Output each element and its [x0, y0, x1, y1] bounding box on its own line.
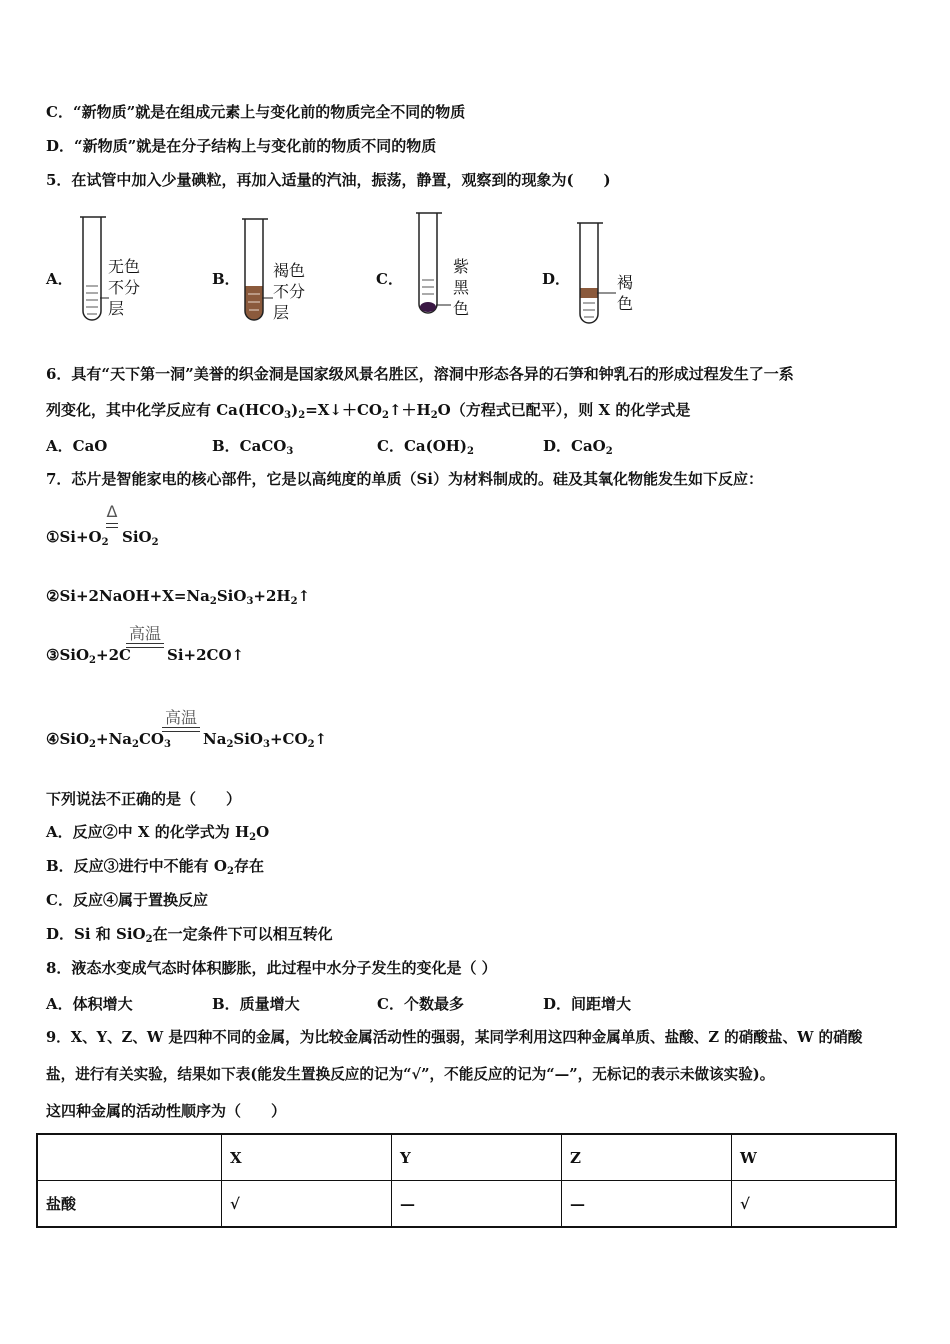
table-cell-x: √	[222, 1181, 392, 1228]
q7-option-d: D．Si 和 SiO$_2$在一定条件下可以相互转化	[46, 925, 333, 945]
q8-stem: 8．液态水变成气态时体积膨胀，此过程中水分子发生的变化是（ ）	[46, 959, 497, 977]
reaction-3-equals	[126, 643, 164, 648]
table-header-y: Y	[392, 1134, 562, 1181]
q5-a-label-line1: 无色	[108, 257, 141, 276]
q5-option-b-letter: B．	[212, 270, 240, 288]
q7-option-b: B．反应③进行中不能有 $O_2$存在	[46, 857, 264, 877]
reaction-1-right: SiO$_2$	[122, 528, 159, 548]
q8-option-b: B．质量增大	[212, 995, 300, 1013]
q7-stem: 7．芯片是智能家电的核心部件，它是以高纯度的单质（Si）为材料制成的。硅及其氧化物能发生如下反应：	[46, 470, 763, 488]
q6-stem-line2: 列变化，其中化学反应有 $Ca(HCO_3)_2=X↓+CO_2↑+H_2O$（方程式已配平），则 X 的化学式是	[46, 401, 691, 421]
reaction-4-equals	[162, 727, 200, 732]
q5-d-label-line1: 褐	[617, 273, 634, 292]
reaction-3-condition: 高温	[128, 624, 161, 643]
q7-question: 下列说法不正确的是（ ）	[46, 790, 242, 808]
reaction-3-right: Si+2CO↑	[167, 646, 245, 664]
q6-stem-line1: 6．具有“天下第一洞”美誉的织金洞是国家级风景名胜区，溶洞中形态各异的石笋和钟乳石的形成过程发生了一系	[46, 365, 794, 383]
reaction-1-equals	[106, 523, 118, 528]
q9-stem-line2: 盐，进行有关实验，结果如下表(能发生置换反应的记为“√”，不能反应的记为“—”，无标记的表示未做该实验)。	[46, 1066, 775, 1083]
reaction-table	[36, 1133, 897, 1228]
table-row-label: 盐酸	[37, 1181, 222, 1228]
q6-option-a: A．CaO	[46, 437, 108, 455]
reaction-4-right: $Na_2SiO_3+CO_2↑$	[203, 730, 328, 750]
table-cell-w: √	[732, 1181, 897, 1228]
q8-option-a: A．体积增大	[46, 995, 133, 1013]
table-header-x: X	[222, 1134, 392, 1181]
test-tube-d-icon	[573, 220, 617, 328]
q8-option-c: C．个数最多	[377, 995, 464, 1013]
q5-b-label-line2: 不分	[273, 282, 306, 301]
q5-b-label-line3: 层	[273, 303, 290, 322]
table-header-z: Z	[562, 1134, 732, 1181]
reaction-4-condition: 高温	[164, 708, 197, 727]
q5-c-label-line3: 色	[453, 299, 470, 318]
q4-option-d: D．“新物质”就是在分子结构上与变化前的物质不同的物质	[46, 137, 437, 155]
q6-option-b: B．CaCO$_3$	[212, 437, 294, 457]
q5-c-label-line1: 紫	[453, 257, 470, 276]
q7-option-a: A．反应②中 X 的化学式为 $H_2O$	[46, 823, 270, 843]
test-tube-b-icon	[238, 216, 274, 326]
reaction-1-left: $①Si+O_2$	[46, 528, 109, 548]
q5-b-label-line1: 褐色	[273, 261, 306, 280]
q5-option-c-letter: C．	[376, 270, 403, 288]
reaction-4-left: $④SiO_2+Na_2CO_3$	[46, 730, 171, 750]
q9-stem-line3: 这四种金属的活动性顺序为（ ）	[46, 1102, 287, 1120]
table-header-w: W	[732, 1134, 897, 1181]
q9-stem-line1: 9．X、Y、Z、W 是四种不同的金属，为比较金属活动性的强弱，某同学利用这四种金属单质、盐酸、Z 的硝酸盐、W 的硝酸	[46, 1029, 863, 1046]
q8-option-d: D．间距增大	[543, 995, 632, 1013]
q6-option-d: D．CaO$_2$	[543, 437, 613, 457]
table-row	[37, 1181, 896, 1228]
q4-option-c: C．“新物质”就是在组成元素上与变化前的物质完全不同的物质	[46, 103, 466, 121]
table-header-empty	[37, 1134, 222, 1181]
reaction-3-left: ③SiO$_2$+2C	[46, 646, 131, 666]
q5-a-label-line2: 不分	[108, 278, 141, 297]
reaction-1-condition: Δ	[106, 502, 118, 521]
q6-option-c: C．$Ca(OH)_2$	[377, 437, 474, 457]
test-tube-a-icon	[76, 214, 110, 324]
q5-c-label-line2: 黑	[453, 278, 470, 297]
q7-option-c: C．反应④属于置换反应	[46, 891, 208, 909]
table-header-row	[37, 1134, 896, 1181]
table-cell-z: —	[562, 1181, 732, 1228]
q5-option-a-letter: A．	[46, 270, 73, 288]
q5-d-label-line2: 色	[617, 294, 634, 313]
reaction-2: $②Si+2NaOH+X=Na_2SiO_3+2H_2↑$	[46, 587, 311, 607]
q5-option-d-letter: D．	[542, 270, 571, 288]
test-tube-c-icon	[412, 210, 452, 320]
table-cell-y: —	[392, 1181, 562, 1228]
q5-stem: 5．在试管中加入少量碘粒，再加入适量的汽油，振荡，静置，观察到的现象为( )	[46, 171, 611, 189]
q5-a-label-line3: 层	[108, 299, 125, 318]
